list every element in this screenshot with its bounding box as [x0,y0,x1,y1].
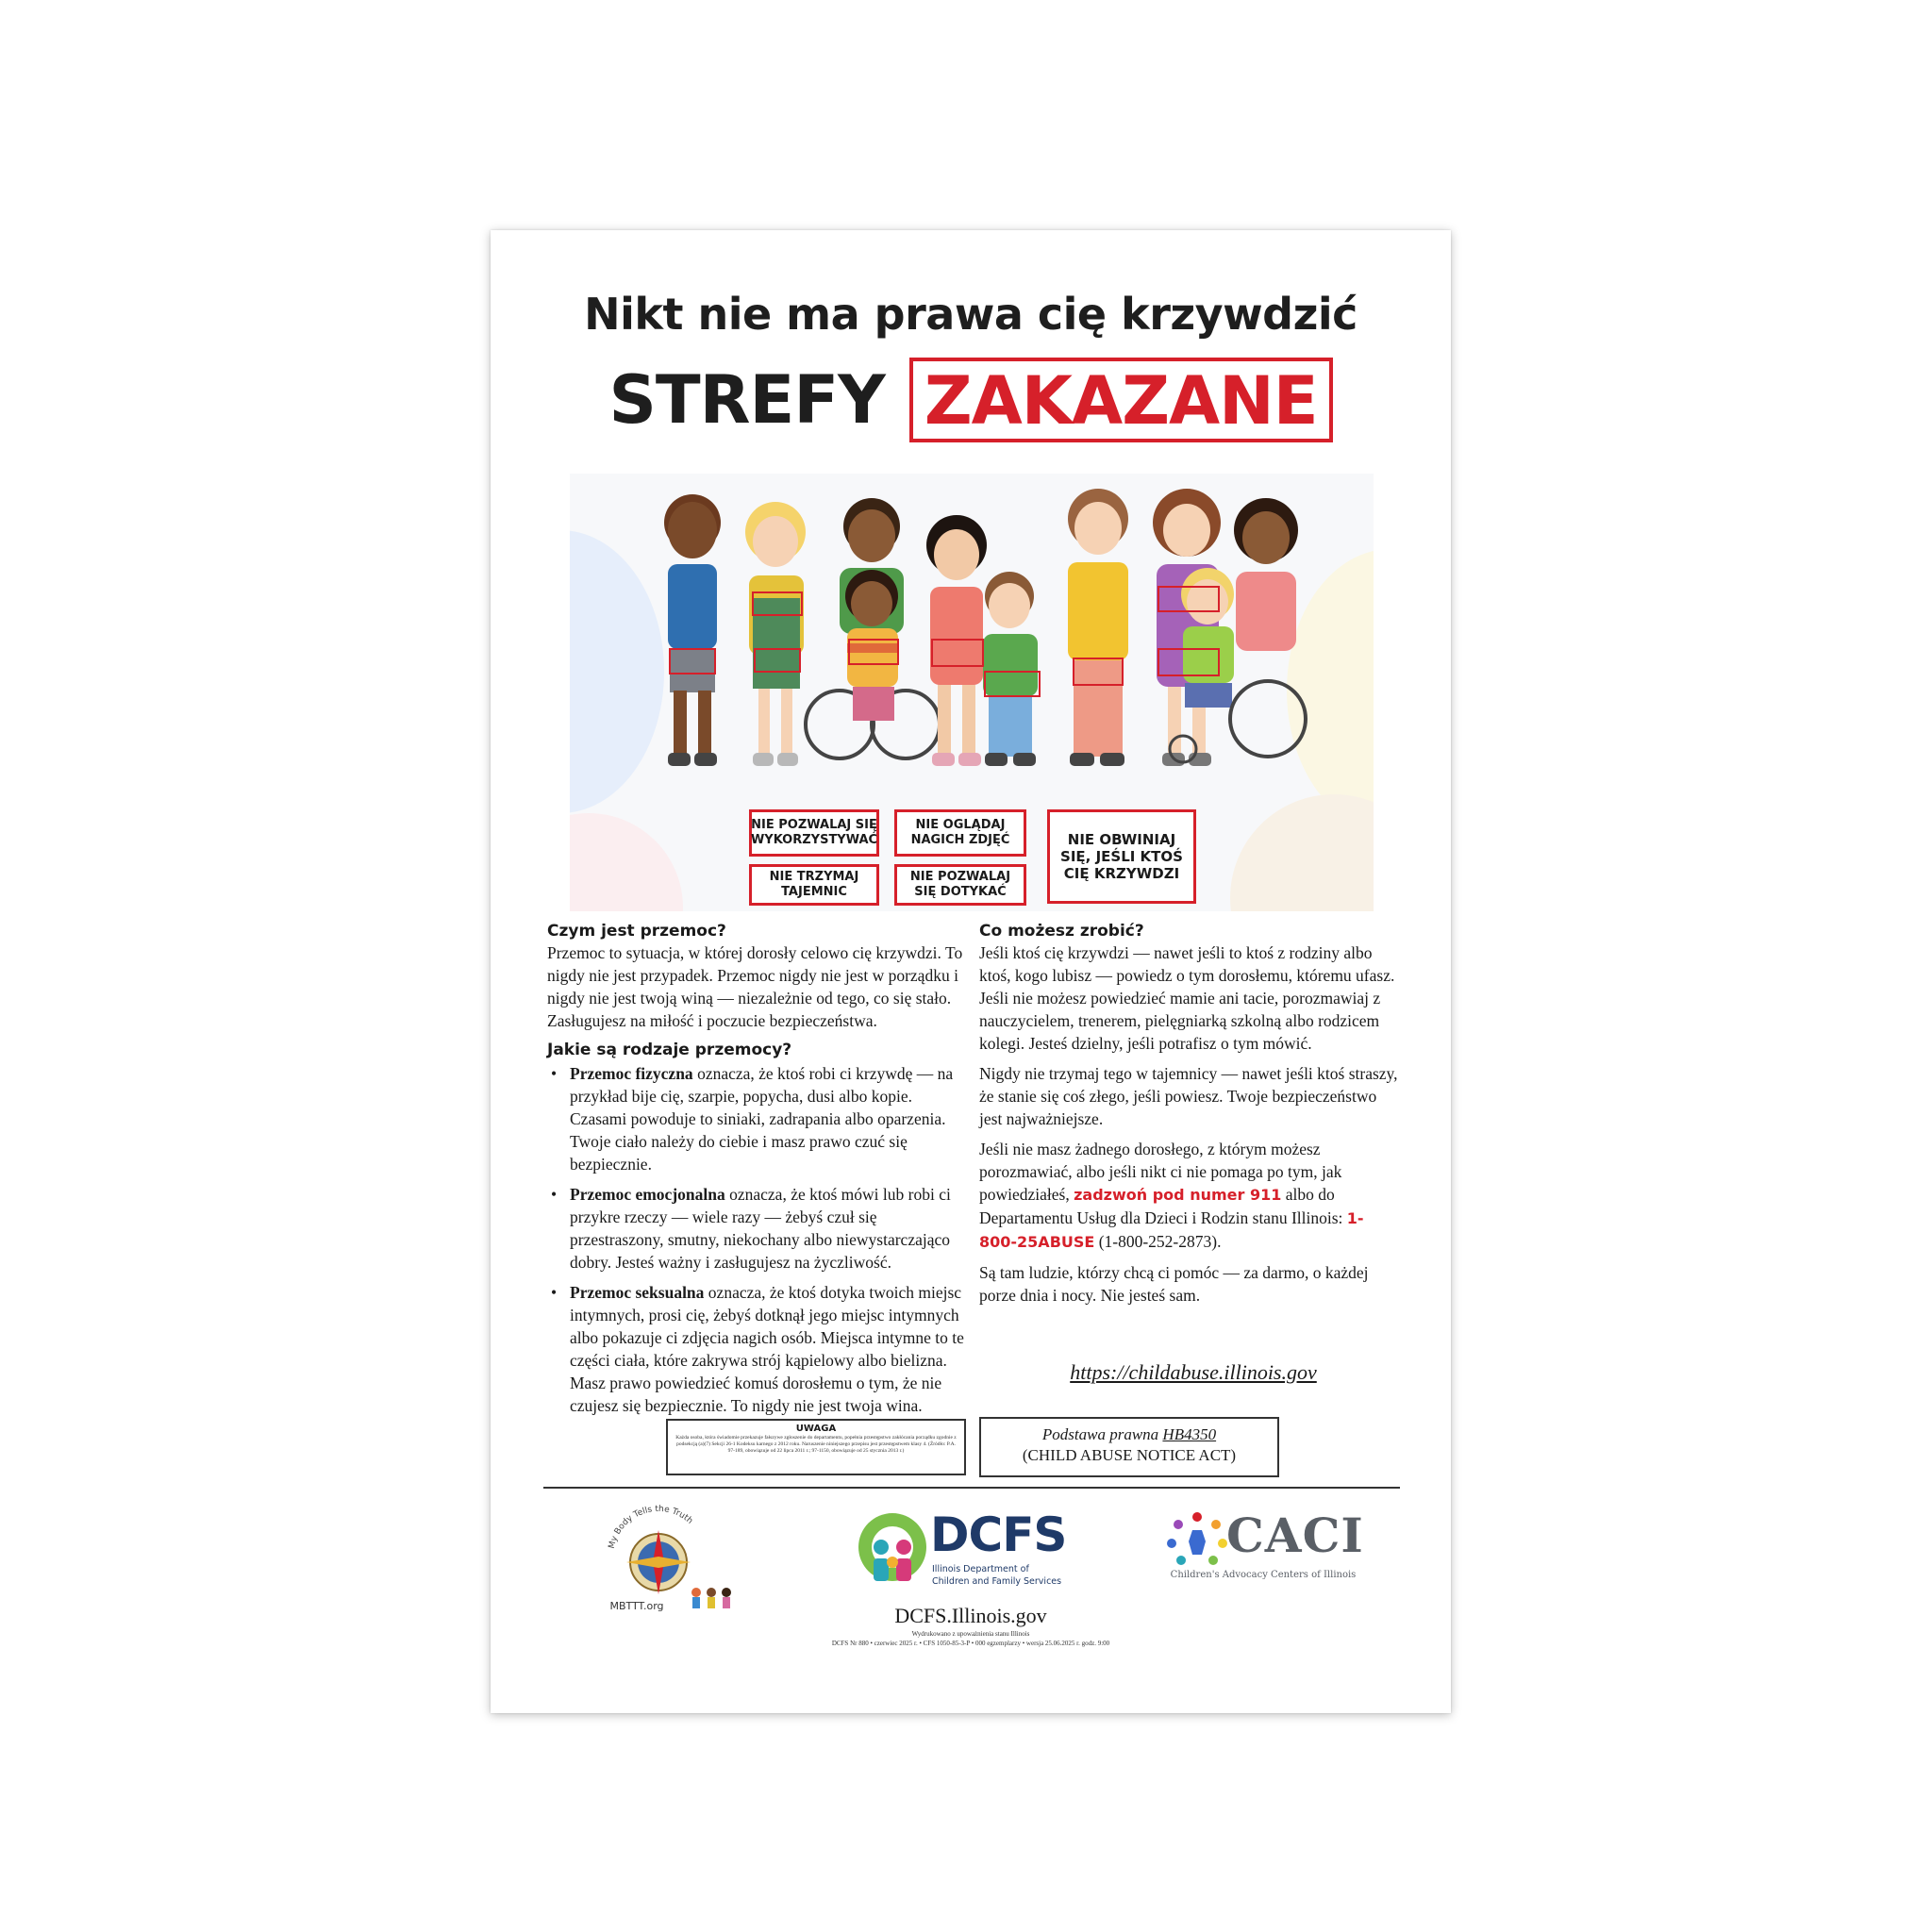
hotline-number-digits: (1-800-252-2873). [1094,1232,1222,1251]
compass-icon [585,1502,745,1615]
call-911-text: zadzwoń pod numer 911 [1074,1186,1282,1204]
list-item-emotional-text: oznacza, że ktoś mówi lub robi ci przykre rzeczy — wiele razy — żebyś czuł się przestraszony, smutny, niekochany albo niewystarczająco dobry. Jesteś ważny i zasługujesz na życzliwość. [570,1185,951,1272]
dcfs-subtitle-1: Illinois Department of [932,1564,1029,1574]
legal-act-name: (CHILD ABUSE NOTICE ACT) [1022,1446,1237,1464]
list-item-emotional [547,1183,970,1274]
childabuse-url-link[interactable]: https://childabuse.illinois.gov [1070,1360,1317,1384]
heading-what-is-abuse: Czym jest przemoc? [547,922,726,941]
footer-divider [543,1487,1400,1489]
children-group-image [570,474,1374,794]
children-illustration [570,474,1374,911]
paragraph-what-is-abuse: Przemoc to sytuacja, w której dorosły celowo cię krzywdzi. To nigdy nie jest przypadek. Przemoc nigdy nie jest w porządku i nigdy nie jest twoją winą — niezależnie od tego, co się stało. Zasługujesz na miłość i poczucie bezpieczeństwa. [547,943,963,1030]
caci-people-icon [1164,1509,1230,1570]
heading-types-of-abuse: Jakie są rodzaje przemocy? [547,1041,792,1059]
list-item-sexual [547,1281,970,1417]
list-item-emotional-title: Przemoc emocjonalna [570,1185,725,1204]
legal-prefix: Podstawa prawna [1041,1425,1163,1443]
left-column [547,917,970,1424]
dcfs-logo [857,1509,1083,1594]
paragraph-free-help: Są tam ludzie, którzy chcą ci pomóc — za darmo, o każdej porze dnia i nocy. Nie jesteś sam. [979,1263,1369,1305]
title-strefy: STREFY [608,360,885,439]
list-item-physical [547,1062,970,1175]
rule-box-photos: NIE OGLĄDAJ NAGICH ZDJĘĆ [894,809,1026,857]
form-number-line: DCFS Nr 880 • czerwiec 2025 r. • CFS 1050-85-3-P • 000 egzemplarzy • wersja 25.06.2025 r. godz. 9:00 [831,1640,1110,1647]
paragraph-no-secret: Nigdy nie trzymaj tego w tajemnicy — nawet jeśli ktoś straszy, że stanie się coś złego, jeśli powiesz. Twoje bezpieczeństwo jest najważniejsze. [979,1064,1398,1128]
dcfs-site-link[interactable]: DCFS.Illinois.gov [894,1604,1047,1627]
list-item-physical-title: Przemoc fizyczna [570,1064,693,1083]
title-zakazane: ZAKAZANE [909,358,1333,443]
mbttt-arc-text: My Body Tells the Truth [607,1504,695,1550]
rule-box-secrets: NIE TRZYMAJ TAJEMNIC [749,864,879,906]
hotline-number: 1-800-25ABUSE [979,1209,1364,1251]
call-help-text-a: Jeśli nie masz żadnego dorosłego, z którym możesz porozmawiać, albo jeśli nikt ci nie pomaga po tym, jak powiedziałeś, [979,1140,1342,1204]
heading-what-can-you-do: Co możesz zrobić? [979,922,1144,941]
call-help-text-b: albo do Departamentu Usług dla Dzieci i Rodzin stanu Illinois: [979,1185,1347,1227]
caci-subtitle: Children's Advocacy Centers of Illinois [1170,1570,1357,1580]
rule-box-touch: NIE POZWALAJ SIĘ DOTYKAĆ [894,864,1026,906]
legal-hb4350-link[interactable]: HB4350 [1162,1425,1217,1443]
list-item-sexual-text: oznacza, że ktoś dotyka twoich miejsc intymnych, prosi cię, żebyś dotknął jego miejsc intymnych albo pokazuje ci zdjęcia nagich osób. Miejsca intymne to te części ciała, które zakrywa strój kąpielowy albo bielizna. Masz prawo powiedzieć komuś dorosłemu o tym, że nie czujesz się bezpiecznie. To nigdy nie jest twoja wina. [570,1283,964,1415]
mbttt-org-text: MBTTT.org [609,1600,664,1612]
title-line1: Nikt nie ma prawa cię krzywdzić [584,289,1357,340]
rule-box-exploit: NIE POZWALAJ SIĘ WYKORZYSTYWAĆ [749,809,879,857]
uwaga-notice-box [666,1419,966,1475]
printing-authority: Wydrukowano z upoważnienia stanu Illinois [911,1630,1030,1638]
dcfs-wordmark: DCFS [930,1507,1067,1562]
right-column [979,917,1400,1314]
paragraph-tell-adult: Jeśli ktoś cię krzywdzi — nawet jeśli to ktoś z rodziny albo ktoś, kogo lubisz — powiedz o tym dorosłemu, któremu ufasz. Jeśli nie możesz powiedzieć mamie ani tacie, porozmawiaj z nauczycielem, trenerem, pielęgniarką szkolną albo rodzicem kolegi. Jesteś dzielny, jeśli potrafisz o tym mówić. [979,943,1395,1053]
dcfs-subtitle-2: Children and Family Services [932,1576,1062,1587]
dcfs-family-icon [857,1509,928,1589]
paragraph-call-help [979,1138,1400,1254]
uwaga-body: Każda osoba, która świadomie przekazuje fałszywe zgłoszenie do departamentu, popełnia przestępstwo zakłócania porządku zgodnie z podsekcją (a)(7) Sekcji 26-1 Kodeksu karnego z 2012 roku. Naruszenie niniejszego przepisu jest przestępstwem klasy 4. (Źródło: P.A. 97-189, obowiązuje od 22 lipca 2011 r.; 97-1150, obowiązuje od 25 stycznia 2013 r.) [675,1435,957,1454]
list-item-physical-text: oznacza, że ktoś robi ci krzywdę — na przykład bije cię, szarpie, popycha, dusi albo kopie. Czasami powoduje to siniaki, zadrapania albo oparzenia. Twoje ciało należy do ciebie i masz prawo czuć się bezpiecznie. [570,1064,954,1174]
uwaga-title: UWAGA [795,1424,837,1434]
caci-logo [1164,1506,1362,1591]
list-item-sexual-title: Przemoc seksualna [570,1283,705,1302]
rule-box-blame: NIE OBWINIAJ SIĘ, JEŚLI KTOŚ CIĘ KRZYWDZI [1047,809,1196,904]
legal-basis-box [979,1417,1279,1477]
mbttt-logo [585,1502,745,1615]
caci-wordmark: CACI [1226,1507,1364,1563]
abuse-types-list [547,1062,970,1417]
title-line2 [491,357,1451,442]
poster [491,230,1451,1713]
